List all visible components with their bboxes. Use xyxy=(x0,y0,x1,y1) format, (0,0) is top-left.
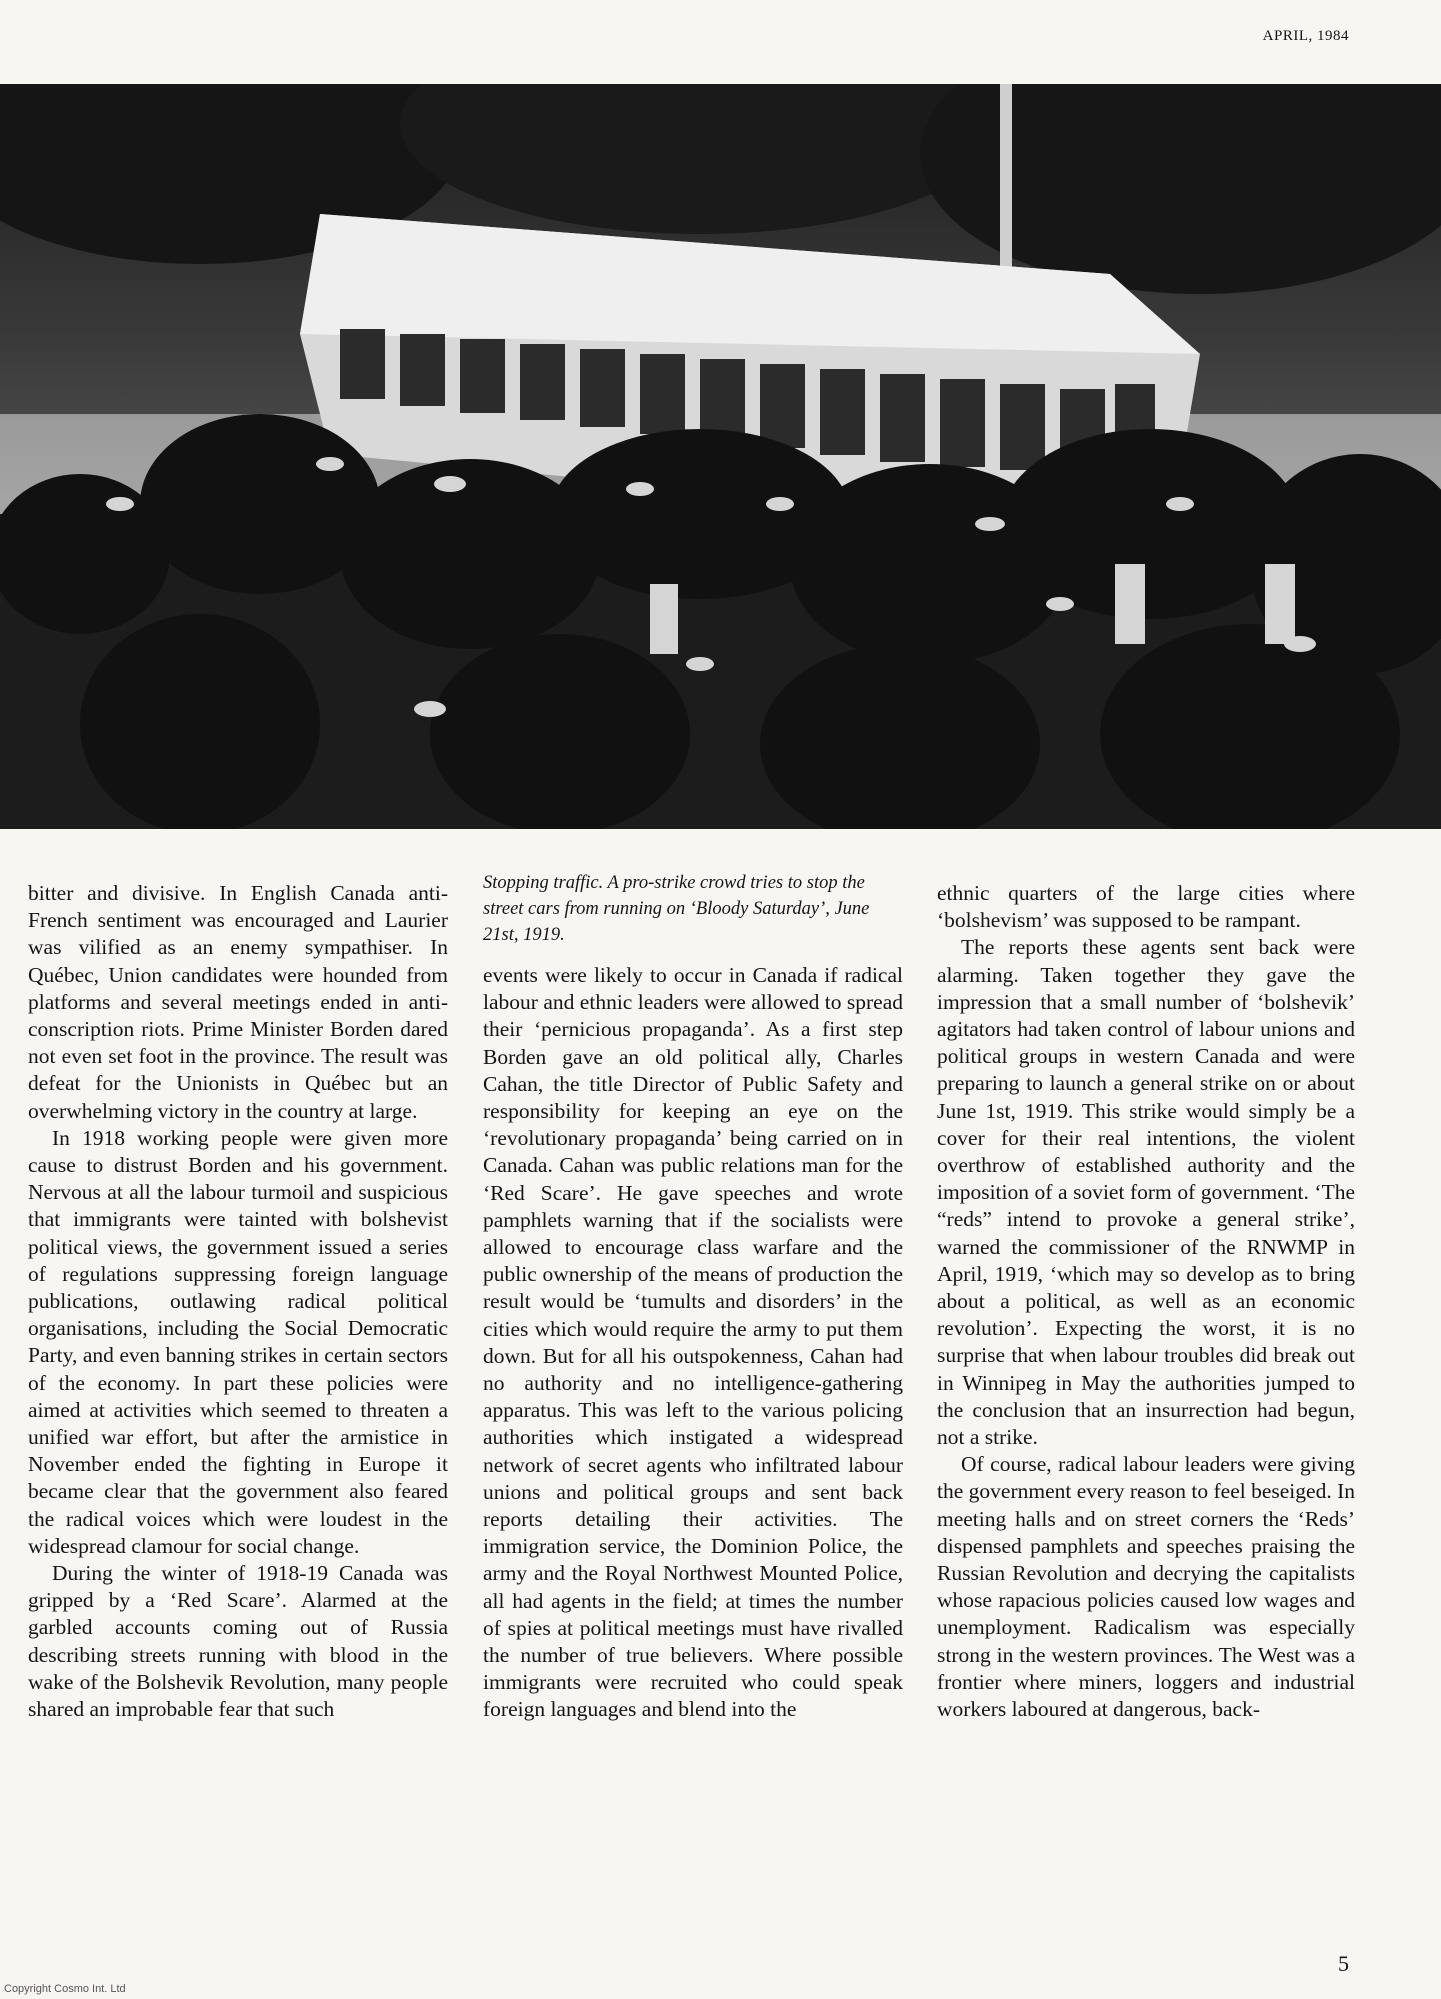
paragraph: During the winter of 1918-19 Canada was gripped by a ‘Red Scare’. Alarmed at the garbled accounts coming out of Russia describing streets running with blood in the wake of the Bolshevik Revolution, many people shared an improbable fear that such xyxy=(28,1561,448,1722)
copyright-notice: Copyright Cosmo Int. Ltd xyxy=(4,1983,126,1995)
page-number: 5 xyxy=(1338,1951,1349,1976)
text-column-2 xyxy=(483,962,903,1724)
paragraph: Of course, radical labour leaders were giving the government every reason to feel beseiged. In meeting halls and on street corners the ‘Reds’ dispensed pamphlets and speeches praising the Russian Revolution and decrying the capitalists whose rapacious policies caused low wages and unemployment. Radicalism was especially strong in the western provinces. The West was a frontier where miners, loggers and industrial workers laboured at dangerous, back- xyxy=(937,1452,1355,1722)
photo-caption: Stopping traffic. A pro-strike crowd tries to stop the street cars from running on ‘Bloody Saturday’, June 21st, 1919. xyxy=(483,873,870,945)
text-column-1 xyxy=(28,880,448,1723)
crowd xyxy=(0,414,1441,829)
text-column-3 xyxy=(937,880,1355,1723)
paragraph: bitter and divisive. In English Canada anti-French sentiment was encouraged and Laurier was vilified as an enemy sympathiser. In Québec, Union candidates were hounded from platforms and several meetings ended in anti-conscription riots. Prime Minister Borden dared not even set foot in the province. The result was defeat for the Unionists in Québec but an overwhelming victory in the country at large. xyxy=(28,881,448,1123)
utility-pole xyxy=(1000,84,1012,284)
paragraph: events were likely to occur in Canada if radical labour and ethnic leaders were allowed to spread their ‘pernicious propaganda’. As a first step Borden gave an old political ally, Charles Cahan, the title Director of Public Safety and responsibility for keeping an eye on the ‘revolutionary propaganda’ being carried on in Canada. Cahan was public relations man for the ‘Red Scare’. He gave speeches and wrote pamphlets warning that if the socialists were allowed to encourage class warfare and the public ownership of the means of production the result would be ‘tumults and disorders’ in the cities which would require the army to put them down. But for all his outspokenness, Cahan had no authority and no intelligence-gathering apparatus. This was left to the various policing authorities which instigated a widespread network of secret agents who infiltrated labour unions and political groups and sent back reports detailing their activities. The immigration service, the Dominion Police, the army and the Royal Northwest Mounted Police, all had agents in the field; at times the number of spies at political meetings must have rivalled the number of true believers. Where possible immigrants were recruited who could speak foreign languages and blend into the xyxy=(483,963,903,1722)
paragraph: In 1918 working people were given more cause to distrust Borden and his government. Nervous at all the labour turmoil and suspicious that immigrants were tainted with bolshevist political views, the government issued a series of regulations suppressing foreign language publications, outlawing radical political organisations, including the Social Democratic Party, and even banning strikes in certain sectors of the economy. In part these policies were aimed at activities which seemed to threaten a unified war effort, but after the armistice in November ended the fighting in Europe it became clear that the government also feared the radical voices which were loudest in the widespread clamour for social change. xyxy=(28,1125,448,1558)
paragraph: The reports these agents sent back were alarming. Taken together they gave the impression that a small number of ‘bolshevik’ agitators had taken control of labour unions and political groups in western Canada and were preparing to launch a general strike on or about June 1st, 1919. This strike would simply be a cover for their real intentions, the violent overthrow of established authority and the imposition of a soviet form of government. ‘The “reds” intend to provoke a general strike’, warned the commissioner of the RNWMP in April, 1919, ‘which may so develop as to bring about a political, as well as an economic revolution’. Expecting the worst, it is no surprise that when labour troubles did break out in Winnipeg in May the authorities jumped to the conclusion that an insurrection had begun, not a strike. xyxy=(937,935,1355,1450)
photo-illustration xyxy=(0,84,1441,829)
paragraph: ethnic quarters of the large cities where ‘bolshevism’ was supposed to be rampant. xyxy=(937,881,1355,933)
running-header-date: APRIL, 1984 xyxy=(1262,28,1349,44)
crowd-and-streetcar-photo xyxy=(0,84,1441,829)
